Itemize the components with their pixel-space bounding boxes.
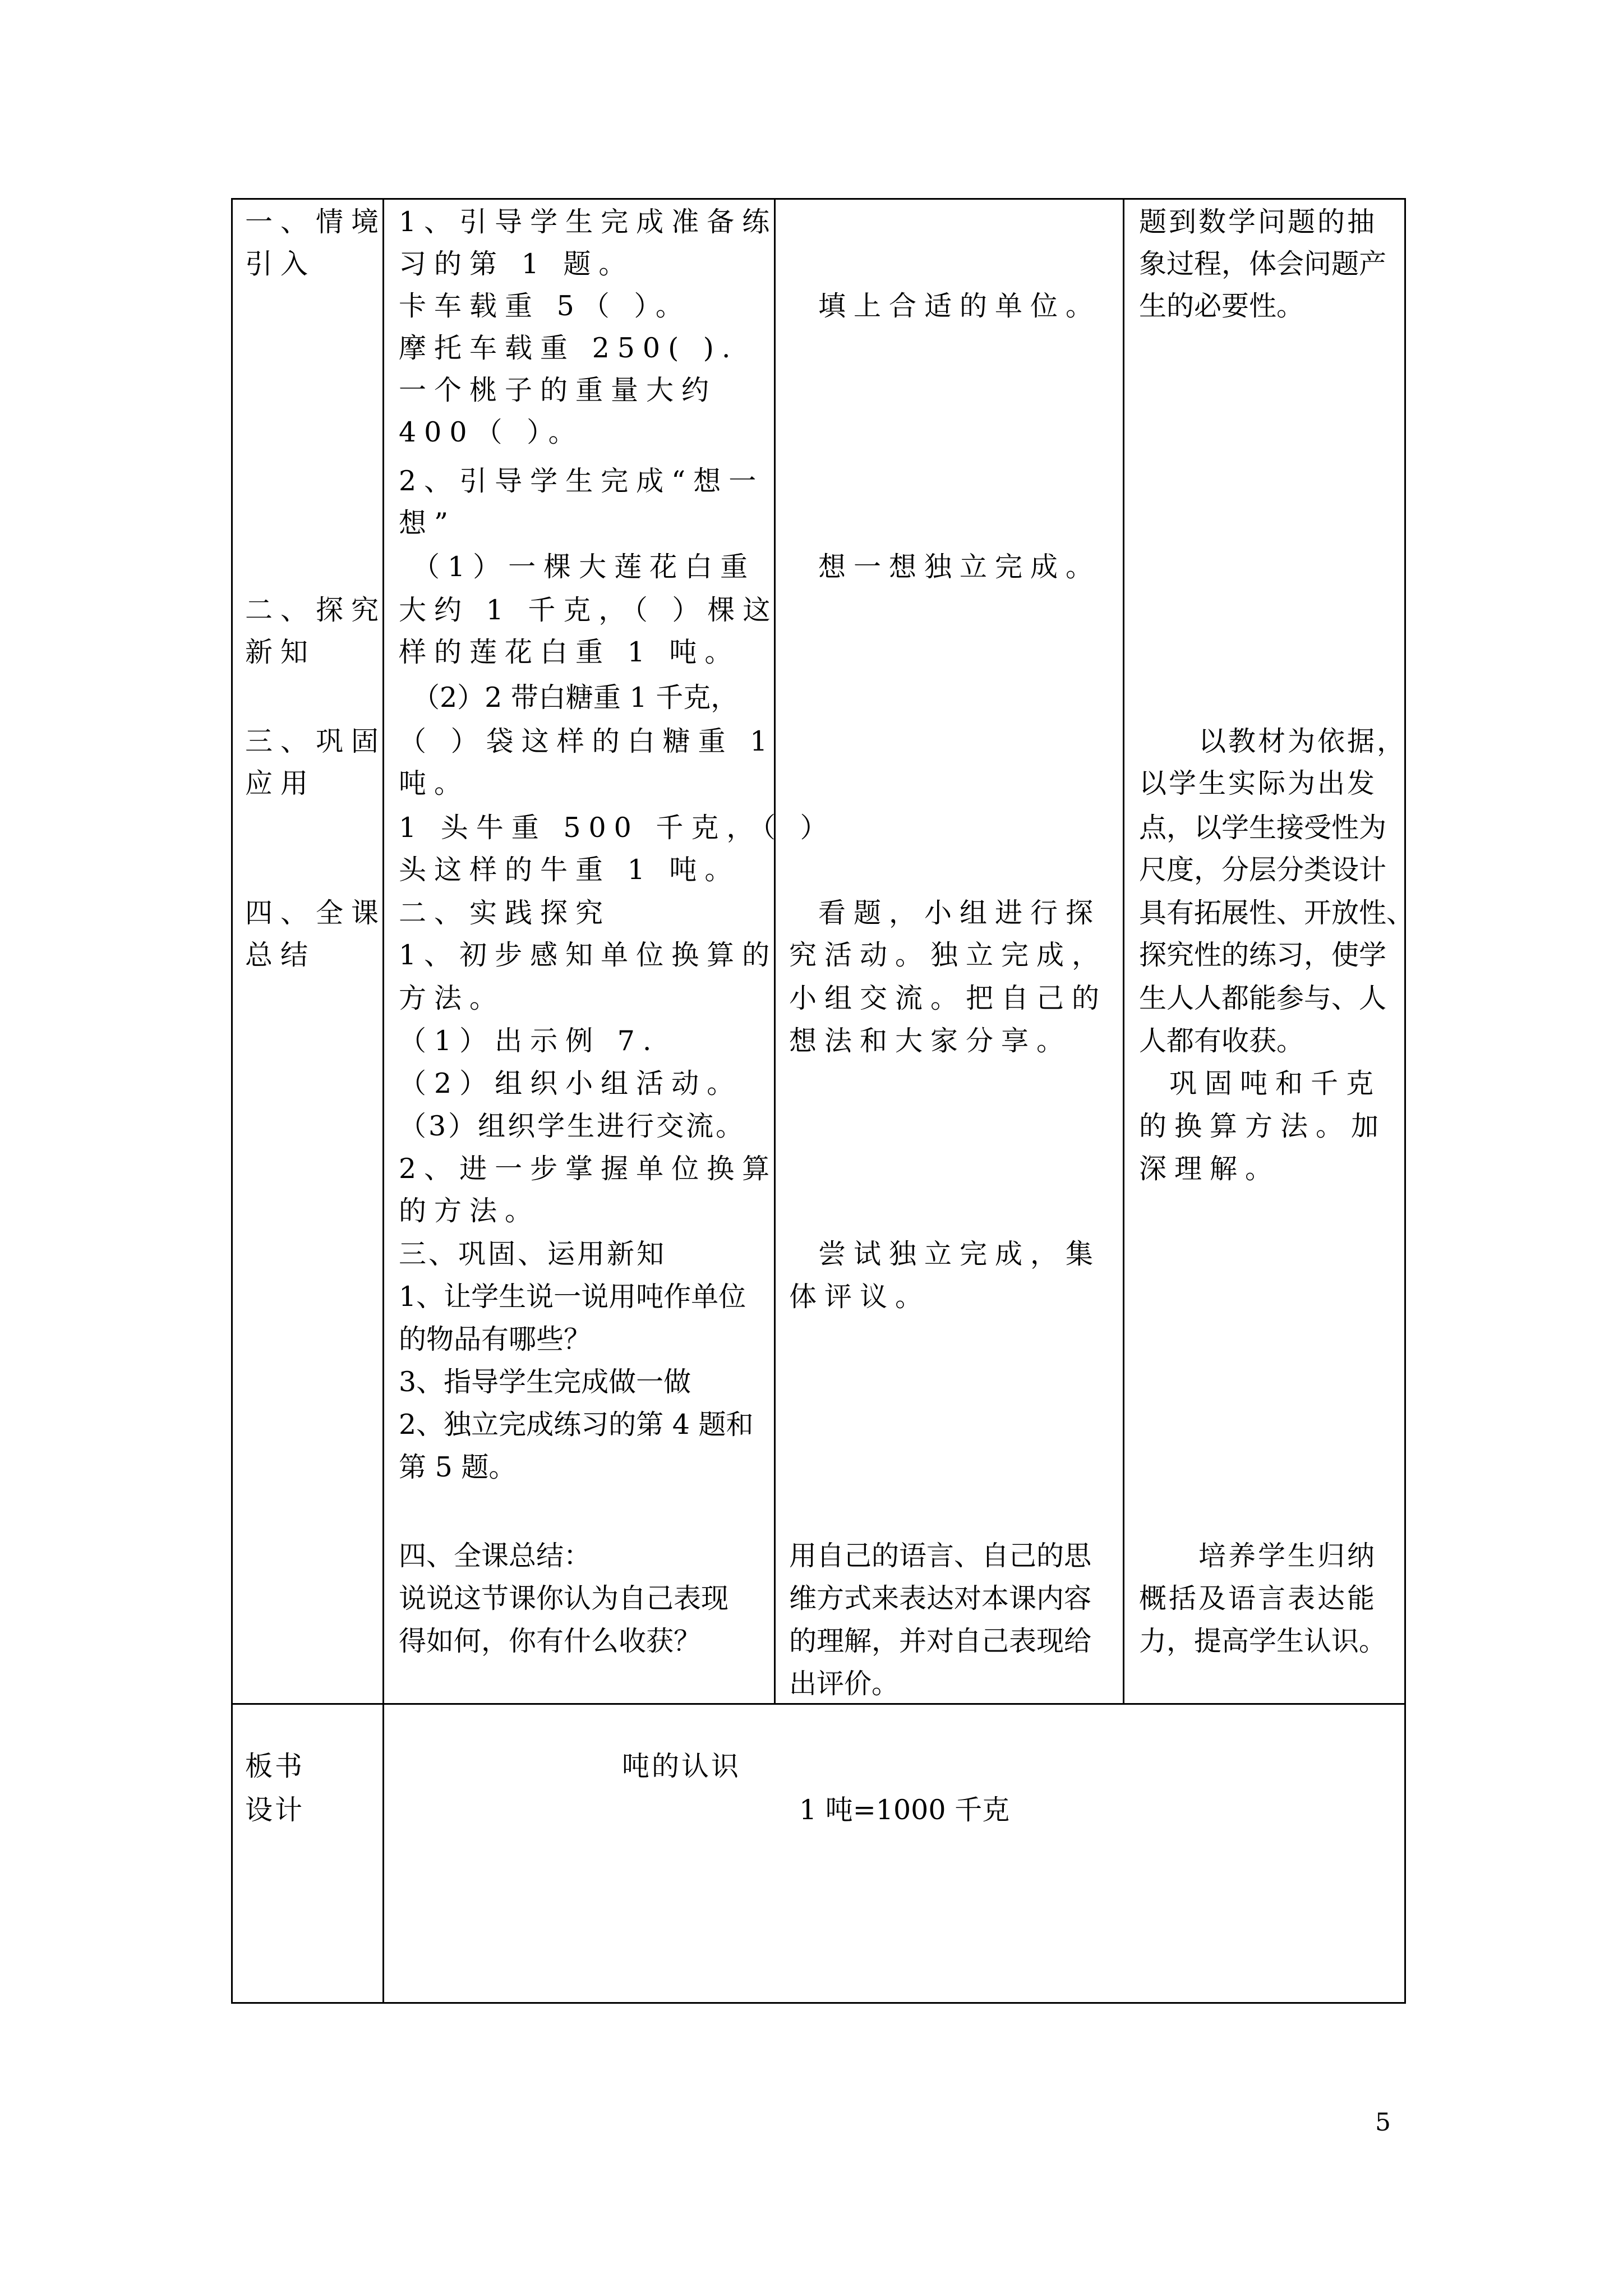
lesson-plan-table (231, 198, 1414, 2004)
intent-line: 以教材为依据， (1198, 725, 1407, 757)
teacher-line: 吨。 (399, 767, 470, 799)
stage-4-line1: 四、全课 (245, 897, 387, 929)
teacher-line: 1、让学生说一说用吨作单位 (399, 1281, 746, 1313)
intent-line: 力，提高学生认识。 (1139, 1625, 1387, 1657)
intent-line: 深理解。 (1139, 1153, 1281, 1185)
teacher-line: （3）组织学生进行交流。 (399, 1110, 746, 1142)
teacher-line: 2、独立完成练习的第 4 题和 (399, 1409, 754, 1441)
teacher-line: 样的莲花白重 1 吨。 (399, 636, 740, 668)
student-line: 想一想独立完成。 (818, 551, 1101, 583)
intent-line: 尺度，分层分类设计 (1139, 854, 1387, 886)
teaching-process-row (232, 199, 1405, 1704)
teacher-line: 摩托车载重 250( ). (399, 332, 739, 364)
teacher-line: 二、实践探究 (399, 897, 611, 929)
teacher-line: 1、初步感知单位换算的 (399, 939, 778, 971)
teacher-line: 1 头牛重 500 千克，（ ） (399, 812, 836, 844)
teacher-line: 三、巩固、运用新知 (399, 1238, 667, 1270)
intent-line: 点，以学生接受性为 (1139, 812, 1387, 844)
intent-line: 题到数学问题的抽 (1139, 206, 1377, 238)
board-design-content-cell (384, 1704, 1405, 2003)
teacher-activity-column (384, 199, 836, 1704)
teacher-line: 一个桃子的重量大约 (399, 374, 717, 406)
student-line: 看题，小组进行探 (818, 897, 1101, 929)
design-intent-column (1124, 199, 1414, 1704)
board-design-row (232, 1704, 1405, 2003)
intent-line: 的换算方法。加 (1139, 1110, 1387, 1142)
board-label-line2: 设计 (245, 1794, 305, 1826)
teacher-line: 说说这节课你认为自己表现 (399, 1582, 729, 1614)
intent-line: 概括及语言表达能 (1139, 1582, 1377, 1614)
intent-line: 以学生实际为出发 (1139, 767, 1377, 799)
intent-line: 具有拓展性、开放性、 (1139, 897, 1414, 929)
student-line: 体评议。 (789, 1281, 931, 1313)
teacher-line: 四、全课总结： (399, 1540, 592, 1572)
teacher-line: （1）出示例 7. (399, 1025, 660, 1057)
board-title: 吨的认识 (622, 1750, 741, 1782)
stage-3-line1: 三、巩固 (245, 725, 387, 757)
student-line: 小组交流。把自己的 (789, 982, 1108, 1014)
student-line: 维方式来表达对本课内容 (789, 1582, 1092, 1614)
stage-2-line1: 二、探究 (245, 594, 387, 626)
teacher-line: 方法。 (399, 982, 505, 1014)
teacher-line: 2、进一步掌握单位换算 (399, 1153, 778, 1185)
stage-2-line2: 新知 (245, 636, 316, 668)
student-line: 出评价。 (789, 1668, 900, 1700)
teacher-line: 习的第 1 题。 (399, 248, 634, 280)
teacher-line: 1、引导学生完成准备练 (399, 206, 778, 238)
student-line: 想法和大家分享。 (789, 1025, 1072, 1057)
teacher-line: 400（ ）。 (399, 416, 584, 448)
teacher-line: （2）组织小组活动。 (399, 1068, 743, 1099)
intent-line: 生的必要性。 (1139, 290, 1304, 322)
teacher-line: 大约 1 千克，（ ）棵这 (399, 594, 778, 626)
stage-4-line2: 总结 (245, 939, 316, 971)
student-line: 的理解，并对自己表现给 (789, 1625, 1092, 1657)
intent-line: 人都有收获。 (1139, 1025, 1304, 1057)
stage-1-line2: 引入 (245, 248, 316, 280)
intent-line: 培养学生归纳 (1198, 1540, 1377, 1572)
intent-line: 巩固吨和千克 (1169, 1068, 1382, 1099)
teacher-line: （1）一棵大莲花白重 (412, 551, 756, 583)
board-label-line1: 板书 (245, 1750, 305, 1782)
teacher-line: 第 5 题。 (399, 1451, 517, 1483)
teacher-line: 得如何，你有什么收获？ (399, 1625, 702, 1657)
student-activity-column (775, 199, 1124, 1704)
teacher-line: （ ）袋这样的白糖重 1 (399, 725, 776, 757)
student-line: 尝试独立完成，集 (818, 1238, 1101, 1270)
stage-3-line2: 应用 (245, 767, 316, 799)
teacher-line: 想” (399, 507, 457, 539)
teacher-line: 3、指导学生完成做一做 (399, 1366, 691, 1398)
teacher-line: 的物品有哪些？ (399, 1323, 592, 1355)
board-design-label-cell (232, 1704, 384, 2003)
student-line: 究活动。独立完成， (789, 939, 1108, 971)
intent-line: 生人人都能参与、人 (1139, 982, 1387, 1014)
stage-column (232, 199, 387, 1704)
intent-line: 探究性的练习，使学 (1139, 939, 1387, 971)
teacher-line: （2）2 带白糖重 1 千克， (412, 682, 739, 714)
board-formula: 1 吨=1000 千克 (799, 1794, 1010, 1826)
stage-1-line1: 一、情境 (245, 206, 387, 238)
student-line: 用自己的语言、自己的思 (789, 1540, 1092, 1572)
student-line: 填上合适的单位。 (818, 290, 1101, 322)
teacher-line: 头这样的牛重 1 吨。 (399, 854, 740, 886)
teacher-line: 的方法。 (399, 1195, 541, 1227)
intent-line: 象过程，体会问题产 (1139, 248, 1387, 280)
teacher-line: 卡车载重 5（ ）。 (399, 290, 691, 322)
teacher-line: 2、引导学生完成“想一 (399, 465, 764, 497)
page-number: 5 (1375, 2108, 1391, 2137)
